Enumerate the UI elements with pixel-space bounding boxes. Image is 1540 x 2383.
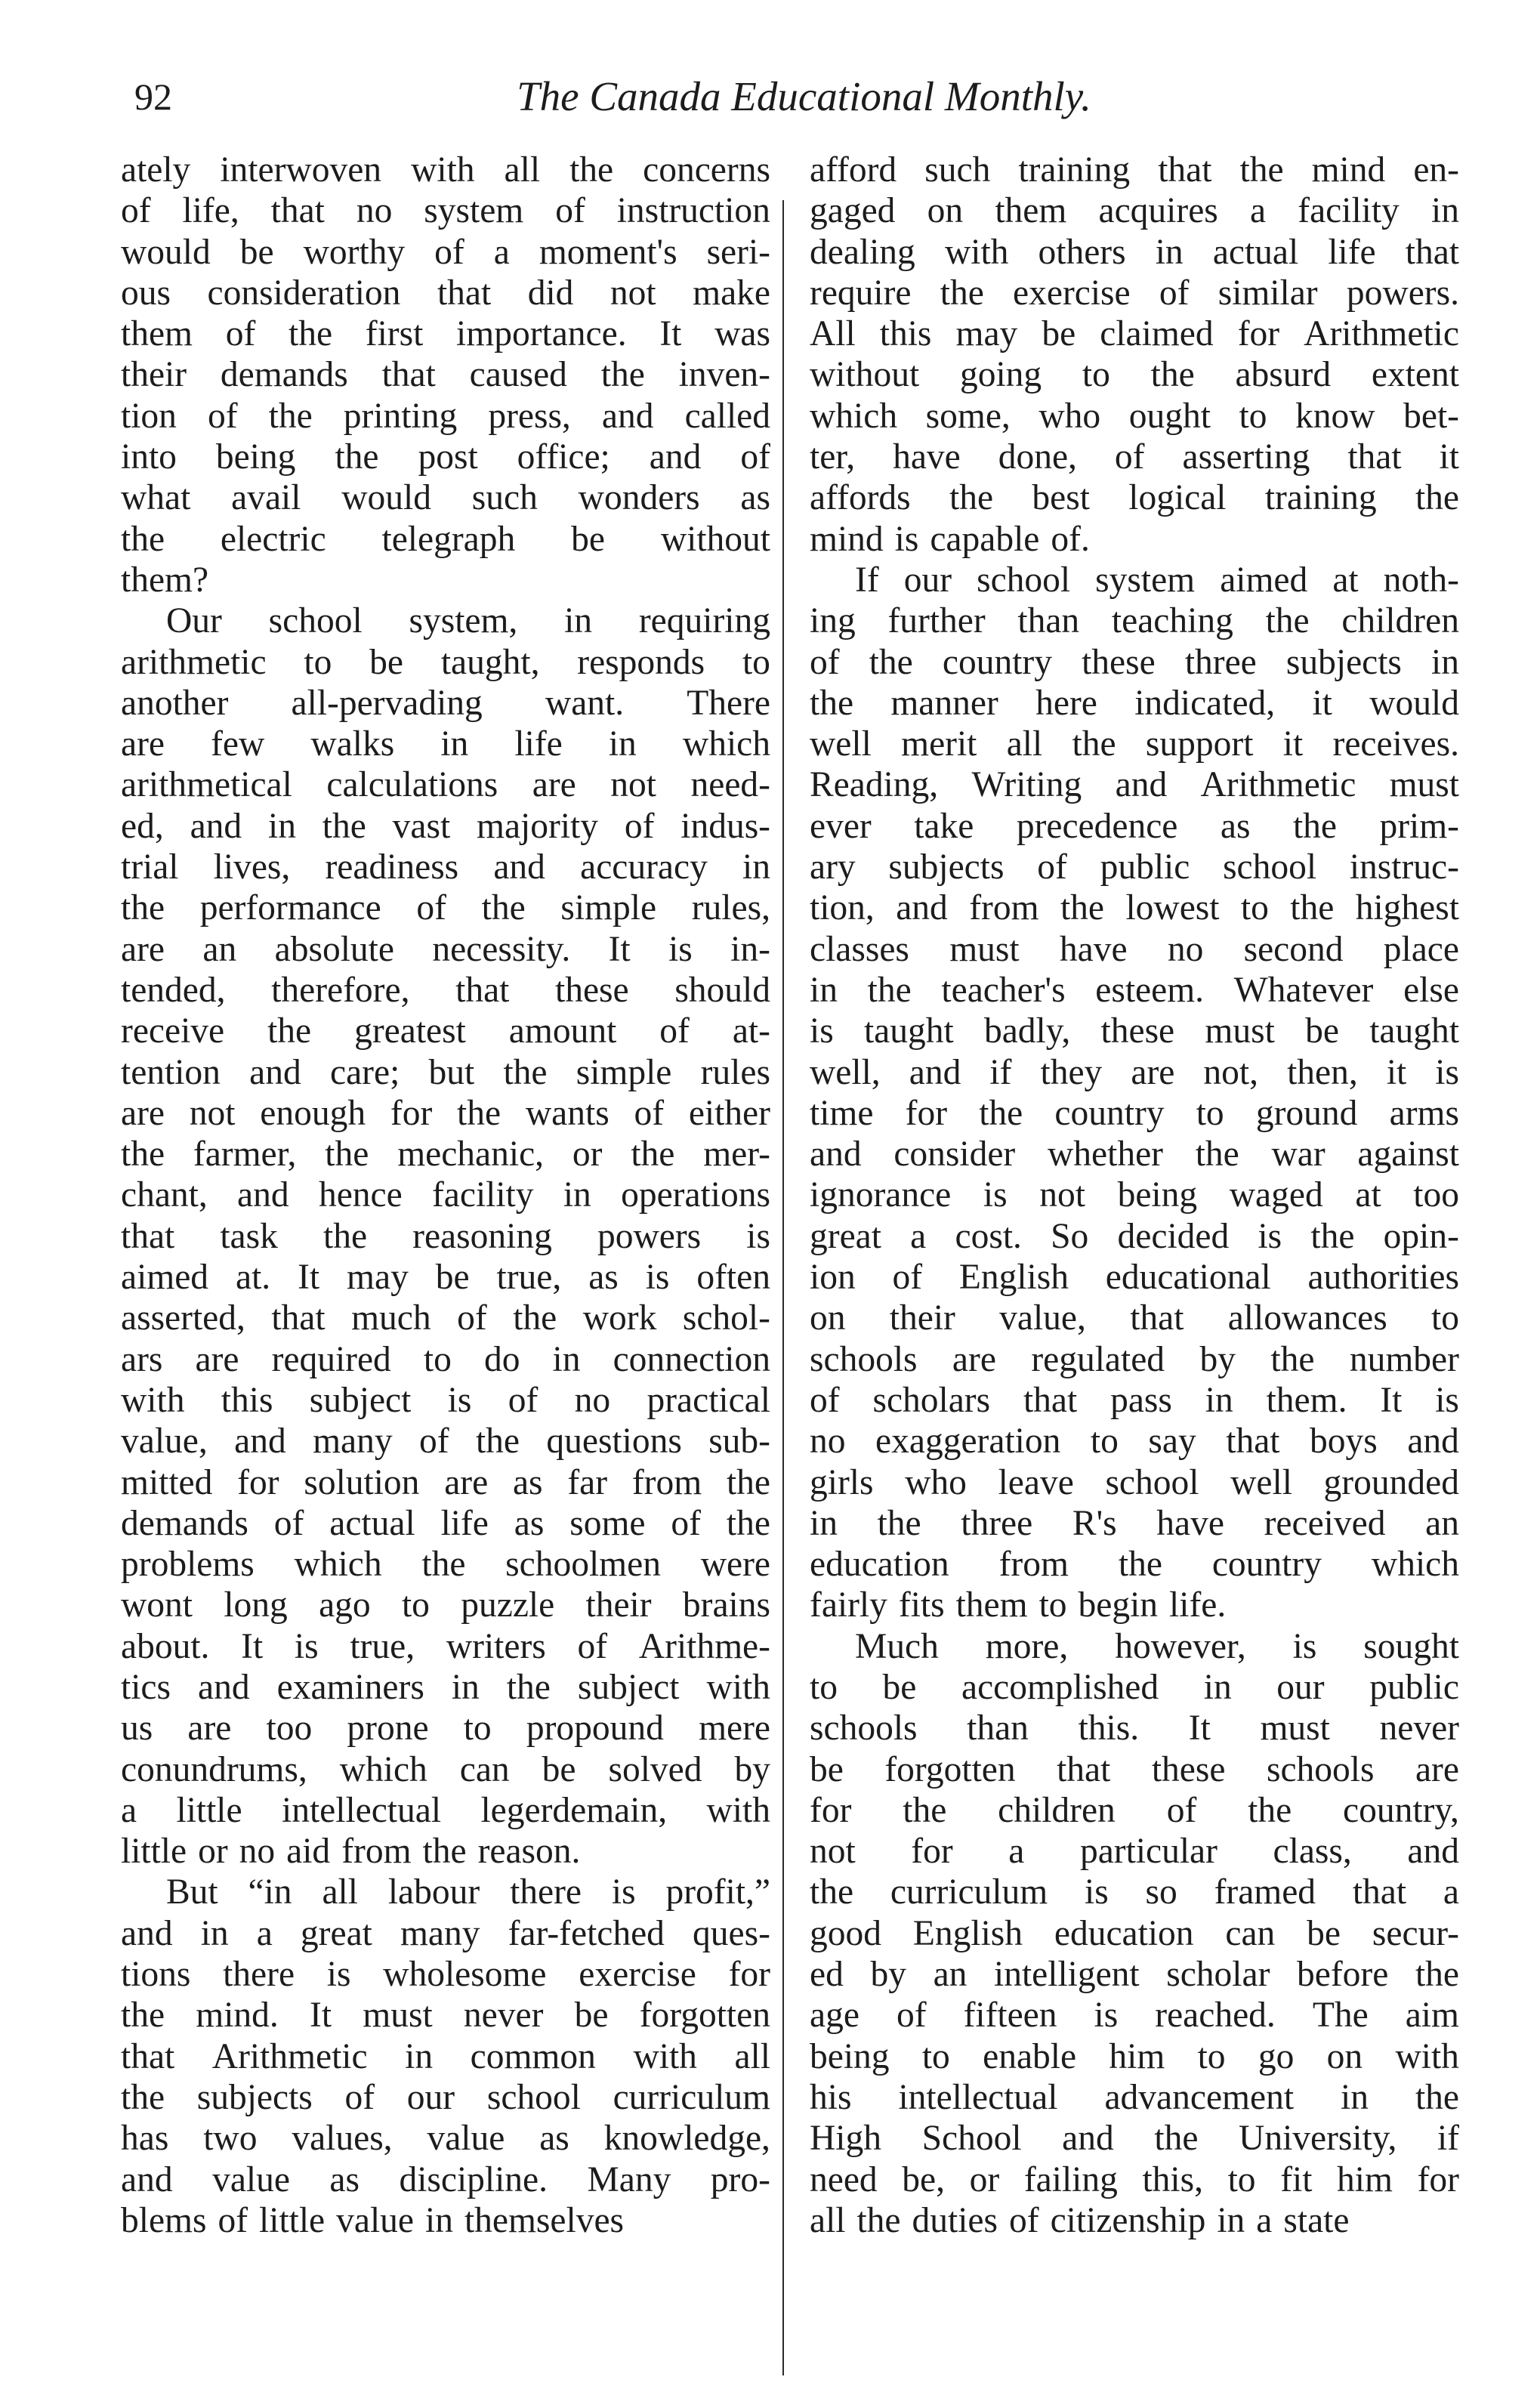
text-line: be forgotten that these schools are [810, 1749, 1459, 1789]
text-line: are not enough for the wants of either [121, 1093, 770, 1133]
text-line: tention and care; but the simple rules [121, 1052, 770, 1092]
text-line: High School and the University, if [810, 2119, 1459, 2159]
page-number: 92 [134, 76, 172, 118]
text-line: are an absolute necessity. It is in- [121, 929, 770, 969]
text-line: the subjects of our school curriculum [121, 2077, 770, 2117]
text-line: and in a great many far-fetched ques- [121, 1913, 770, 1953]
text-line: not for a particular class, and [810, 1832, 1459, 1872]
text-line: the performance of the simple rules, [121, 888, 770, 928]
text-line: ed, and in the vast majority of indus- [121, 806, 770, 846]
text-line: about. It is true, writers of Arithme- [121, 1626, 770, 1666]
text-line: the electric telegraph be without [121, 519, 770, 559]
text-line: conundrums, which can be solved by [121, 1749, 770, 1789]
text-line: good English education can be secur- [810, 1913, 1459, 1953]
text-line: would be worthy of a moment's seri- [121, 232, 770, 272]
text-line: is taught badly, these must be taught [810, 1011, 1459, 1051]
text-line: into being the post office; and of [121, 437, 770, 477]
text-line: tion of the printing press, and called [121, 396, 770, 436]
text-line: aimed at. It may be true, as is often [121, 1258, 770, 1298]
text-line: wont long ago to puzzle their brains [121, 1585, 770, 1625]
text-line: what avail would such wonders as [121, 478, 770, 518]
text-line: schools than this. It must never [810, 1709, 1459, 1749]
text-line: for the children of the country, [810, 1790, 1459, 1830]
text-line: tended, therefore, that these should [121, 970, 770, 1010]
text-line: are few walks in life in which [121, 724, 770, 764]
text-line: education from the country which [810, 1545, 1459, 1585]
right-column [810, 150, 1459, 2241]
text-line: ing further than teaching the children [810, 601, 1459, 641]
text-line: affords the best logical training the [810, 478, 1459, 518]
text-line: with this subject is of no practical [121, 1380, 770, 1420]
text-line: all the duties of citizenship in a state [810, 2200, 1350, 2240]
left-column [121, 150, 770, 2241]
text-line: ately interwoven with all the concerns [121, 150, 770, 190]
text-line: Our school system, in requiring [166, 601, 770, 641]
text-line: in the three R's have received an [810, 1503, 1459, 1543]
text-line: mind is capable of. [810, 519, 1090, 559]
page-header [0, 0, 1540, 151]
text-line: chant, and hence facility in operations [121, 1175, 770, 1215]
text-line: us are too prone to propound mere [121, 1709, 770, 1749]
text-line: But “in all labour there is profit,” [166, 1872, 770, 1912]
text-line: his intellectual advancement in the [810, 2077, 1459, 2117]
text-line: the manner here indicated, it would [810, 683, 1459, 723]
text-line: ed by an intelligent scholar before the [810, 1955, 1459, 1995]
text-line: and value as discipline. Many pro- [121, 2159, 770, 2199]
text-line: tion, and from the lowest to the highest [810, 888, 1459, 928]
text-line: need be, or failing this, to fit him for [810, 2159, 1459, 2199]
column-divider [782, 200, 784, 2375]
text-line: the mind. It must never be forgotten [121, 1996, 770, 2036]
text-line: age of fifteen is reached. The aim [810, 1996, 1459, 2036]
text-line: trial lives, readiness and accuracy in [121, 847, 770, 887]
text-line: little or no aid from the reason. [121, 1832, 581, 1872]
text-line: well, and if they are not, then, it is [810, 1052, 1459, 1092]
text-line: gaged on them acquires a facility in [810, 191, 1459, 231]
running-title: The Canada Educational Monthly. [517, 73, 1091, 119]
text-line: demands of actual life as some of the [121, 1503, 770, 1543]
text-line: require the exercise of similar powers. [810, 273, 1459, 313]
text-line: tions there is wholesome exercise for [121, 1955, 770, 1995]
text-line: has two values, value as knowledge, [121, 2119, 770, 2159]
text-line: no exaggeration to say that boys and [810, 1421, 1459, 1462]
text-line: of the country these three subjects in [810, 642, 1459, 682]
text-line: Much more, however, is sought [855, 1626, 1459, 1666]
text-line: great a cost. So decided is the opin- [810, 1216, 1459, 1256]
text-line: mitted for solution are as far from the [121, 1462, 770, 1502]
text-line: which some, who ought to know bet- [810, 396, 1459, 436]
text-line: them? [121, 560, 209, 600]
text-line: ter, have done, of asserting that it [810, 437, 1459, 477]
text-line: ous consideration that did not make [121, 273, 770, 313]
text-line: ary subjects of public school instruc- [810, 847, 1459, 887]
text-line: and consider whether the war against [810, 1134, 1459, 1175]
text-line: in the teacher's esteem. Whatever else [810, 970, 1459, 1010]
text-line: classes must have no second place [810, 929, 1459, 969]
text-line: asserted, that much of the work schol- [121, 1298, 770, 1338]
text-line: girls who leave school well grounded [810, 1462, 1459, 1502]
text-line: arithmetical calculations are not need- [121, 765, 770, 805]
text-line: a little intellectual legerdemain, with [121, 1790, 770, 1830]
text-line: problems which the schoolmen were [121, 1545, 770, 1585]
text-line: ion of English educational authorities [810, 1258, 1459, 1298]
text-line: to be accomplished in our public [810, 1667, 1459, 1707]
text-line: without going to the absurd extent [810, 355, 1459, 395]
text-line: that task the reasoning powers is [121, 1216, 770, 1256]
text-line: fairly fits them to begin life. [810, 1585, 1227, 1625]
text-line: dealing with others in actual life that [810, 232, 1459, 272]
text-line: being to enable him to go on with [810, 2036, 1459, 2076]
text-line: ignorance is not being waged at too [810, 1175, 1459, 1215]
text-line: another all-pervading want. There [121, 683, 770, 723]
text-line: time for the country to ground arms [810, 1093, 1459, 1133]
text-line: of life, that no system of instruction [121, 191, 770, 231]
text-line: afford such training that the mind en- [810, 150, 1459, 190]
text-line: the farmer, the mechanic, or the mer- [121, 1134, 770, 1175]
text-line: tics and examiners in the subject with [121, 1667, 770, 1707]
text-line: receive the greatest amount of at- [121, 1011, 770, 1051]
text-line: ars are required to do in connection [121, 1339, 770, 1379]
text-line: the curriculum is so framed that a [810, 1872, 1459, 1912]
text-line: well merit all the support it receives. [810, 724, 1459, 764]
text-line: that Arithmetic in common with all [121, 2036, 770, 2076]
text-line: Reading, Writing and Arithmetic must [810, 765, 1459, 805]
text-line: schools are regulated by the number [810, 1339, 1459, 1379]
text-line: arithmetic to be taught, responds to [121, 642, 770, 682]
text-line: ever take precedence as the prim- [810, 806, 1459, 846]
text-line: their demands that caused the inven- [121, 355, 770, 395]
text-line: blems of little value in themselves [121, 2200, 625, 2240]
text-line: If our school system aimed at noth- [855, 560, 1459, 600]
text-line: value, and many of the questions sub- [121, 1421, 770, 1462]
text-line: them of the first importance. It was [121, 314, 770, 354]
text-line: of scholars that pass in them. It is [810, 1380, 1459, 1420]
text-line: All this may be claimed for Arithmetic [810, 314, 1459, 354]
text-line: on their value, that allowances to [810, 1298, 1459, 1338]
